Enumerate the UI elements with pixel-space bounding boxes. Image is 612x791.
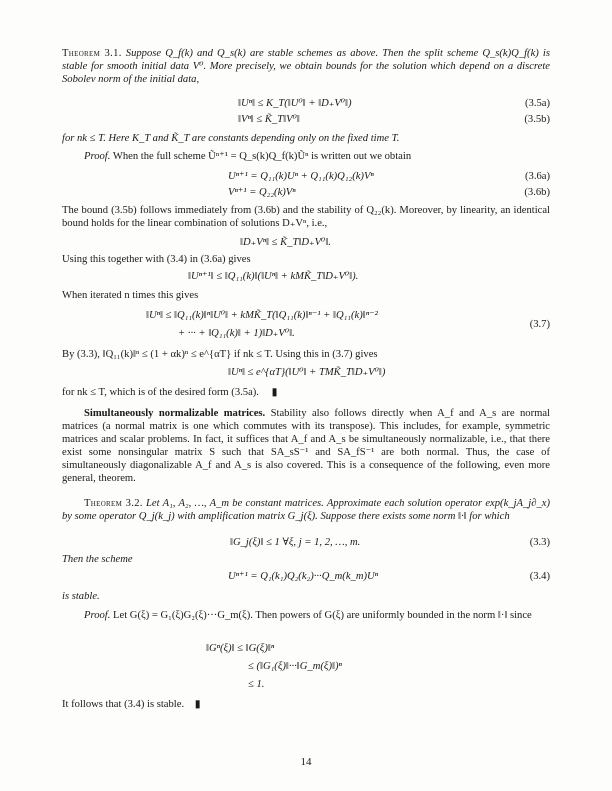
paragraph-by-3-3: By (3.3), ‖Q₁₁(k)‖ⁿ ≤ (1 + αk)ⁿ ≤ e^{αT} if nk ≤ T. Using this in (3.7) gives (62, 349, 378, 360)
page-number: 14 (300, 756, 312, 768)
equation-3-5b-label: (3.5b) (524, 114, 550, 125)
equation-3-6b-label: (3.6b) (524, 187, 550, 198)
equation-final-bound: ‖Uⁿ‖ ≤ e^{αT}(‖U⁰‖ + TMK̃_T‖D₊V⁰‖) (228, 367, 386, 378)
equation-3-6a-label: (3.6a) (525, 171, 550, 182)
equation-dv: ‖D₊Vⁿ‖ ≤ K̃_T‖D₊V⁰‖. (240, 237, 331, 248)
paragraph-using: Using this together with (3.4) in (3.6a) gives (62, 254, 251, 265)
theorem-3-1 (62, 47, 550, 86)
proof-1-heading: Proof. (84, 151, 111, 162)
simultaneously-normalizable (62, 407, 550, 485)
paragraph-desired-text: for nk ≤ T, which is of the desired form (3.5a). (62, 387, 259, 398)
proof-2-heading: Proof. (84, 610, 111, 621)
equation-g-line1: ‖Gⁿ(ξ)‖ ≤ ‖G(ξ)‖ⁿ (206, 643, 275, 654)
equation-3-3: ‖G_j(ξ)‖ ≤ 1 ∀ξ, j = 1, 2, …, m. (230, 537, 361, 548)
proof-2-text: Let G(ξ) = G₁(ξ)G₂(ξ)···G_m(ξ). Then powers of G(ξ) are uniformly bounded in the norm ‖·‖ since (113, 610, 532, 621)
it-follows-text: It follows that (3.4) is stable. (62, 699, 185, 710)
paragraph-desired (62, 386, 550, 399)
equation-3-5a: ‖Uⁿ‖ ≤ K_T(‖U⁰‖ + ‖D₊V⁰‖) (238, 98, 352, 109)
equation-3-5a-label: (3.5a) (525, 98, 550, 109)
equation-3-7-line2: + ··· + ‖Q₁₁(k)‖ + 1)‖D₊V⁰‖. (178, 328, 295, 339)
after-3-5: for nk ≤ T. Here K_T and K̃_T are constants depending only on the fixed time T. (62, 133, 400, 144)
simultaneously-normalizable-text: Stability also follows directly when A_f and A_s are normal matrices (a normal matrix is one which commutes with its transpose). This includes, for example, symmetric matrices and scalar problems. In fact, it suffices that A_f and A_s be simultaneously normalizable, i.e., that there exist some nonsingular matrix S such that SA_sS⁻¹ and SA_fS⁻¹ are both normal. Thus, the case of simultaneously diagonalizable A_f and A_s is also covered. This is a consequence of the following, even more general, theorem. (62, 408, 551, 484)
equation-inequality: ‖Uⁿ⁺¹‖ ≤ ‖Q₁₁(k)‖(‖Uⁿ‖ + kMK̃_T‖D₊V⁰‖). (188, 271, 359, 282)
equation-3-4-label: (3.4) (529, 571, 550, 582)
paragraph-iterated: When iterated n times this gives (62, 290, 199, 301)
equation-g-line2: ≤ (‖G₁(ξ)‖···‖G_m(ξ)‖)ⁿ (248, 661, 342, 672)
is-stable: is stable. (62, 591, 100, 602)
theorem-3-2-heading: Theorem 3.2. (84, 498, 143, 509)
it-follows (62, 698, 550, 711)
proof-1-text: When the full scheme Ũⁿ⁺¹ = Q_s(k)Q_f(k)Ũⁿ is written out we obtain (112, 151, 412, 162)
qed-mark: ▮ (271, 387, 278, 398)
theorem-3-1-heading: Theorem 3.1. (62, 48, 122, 59)
theorem-3-1-text: Suppose Q_f(k) and Q_s(k) are stable schemes as above. Then the split scheme Q_s(k)Q_f(k) is stable for smooth initial data V⁰. More precisely, we obtain bounds for the solution which depend on a discrete Sobolev norm of the initial data, (62, 48, 550, 85)
qed-mark-2: ▮ (194, 699, 201, 710)
proof-1 (62, 150, 550, 163)
then-the-scheme: Then the scheme (62, 554, 133, 565)
theorem-3-2-text: Let A₁, A₂, …, A_m be constant matrices. Approximate each solution operator exp(k_jA_j∂_x) by some operator Q_j(k_j) with amplification matrix G_j(ξ). Suppose there exists some norm ‖·‖ for which (62, 498, 550, 522)
proof-2 (62, 609, 550, 622)
equation-3-6b: Vⁿ⁺¹ = Q₂₂(k)Vⁿ (228, 187, 296, 198)
equation-3-4: Uⁿ⁺¹ = Q₁(k₁)Q₂(k₂)···Q_m(k_m)Uⁿ (228, 571, 378, 582)
equation-3-7-label: (3.7) (529, 319, 550, 330)
equation-3-6a: Uⁿ⁺¹ = Q₁₁(k)Uⁿ + Q₁₁(k)Q₁₂(k)Vⁿ (228, 171, 374, 182)
simultaneously-normalizable-heading: Simultaneously normalizable matrices. (84, 408, 266, 419)
equation-3-3-label: (3.3) (529, 537, 550, 548)
equation-3-7-line1: ‖Uⁿ‖ ≤ ‖Q₁₁(k)‖ⁿ‖U⁰‖ + kMK̃_T(‖Q₁₁(k)‖ⁿ⁻¹ + ‖Q₁₁(k)‖ⁿ⁻² (146, 310, 378, 321)
equation-3-5b: ‖Vⁿ‖ ≤ K̃_T‖V⁰‖ (238, 114, 300, 125)
equation-g-line3: ≤ 1. (248, 679, 265, 690)
theorem-3-2 (62, 497, 550, 523)
paragraph-bound: The bound (3.5b) follows immediately from (3.6b) and the stability of Q₂₂(k). Moreover, by linearity, an identical bound holds for the linear combination of solutions D₊Vⁿ, i.e., (62, 205, 550, 229)
